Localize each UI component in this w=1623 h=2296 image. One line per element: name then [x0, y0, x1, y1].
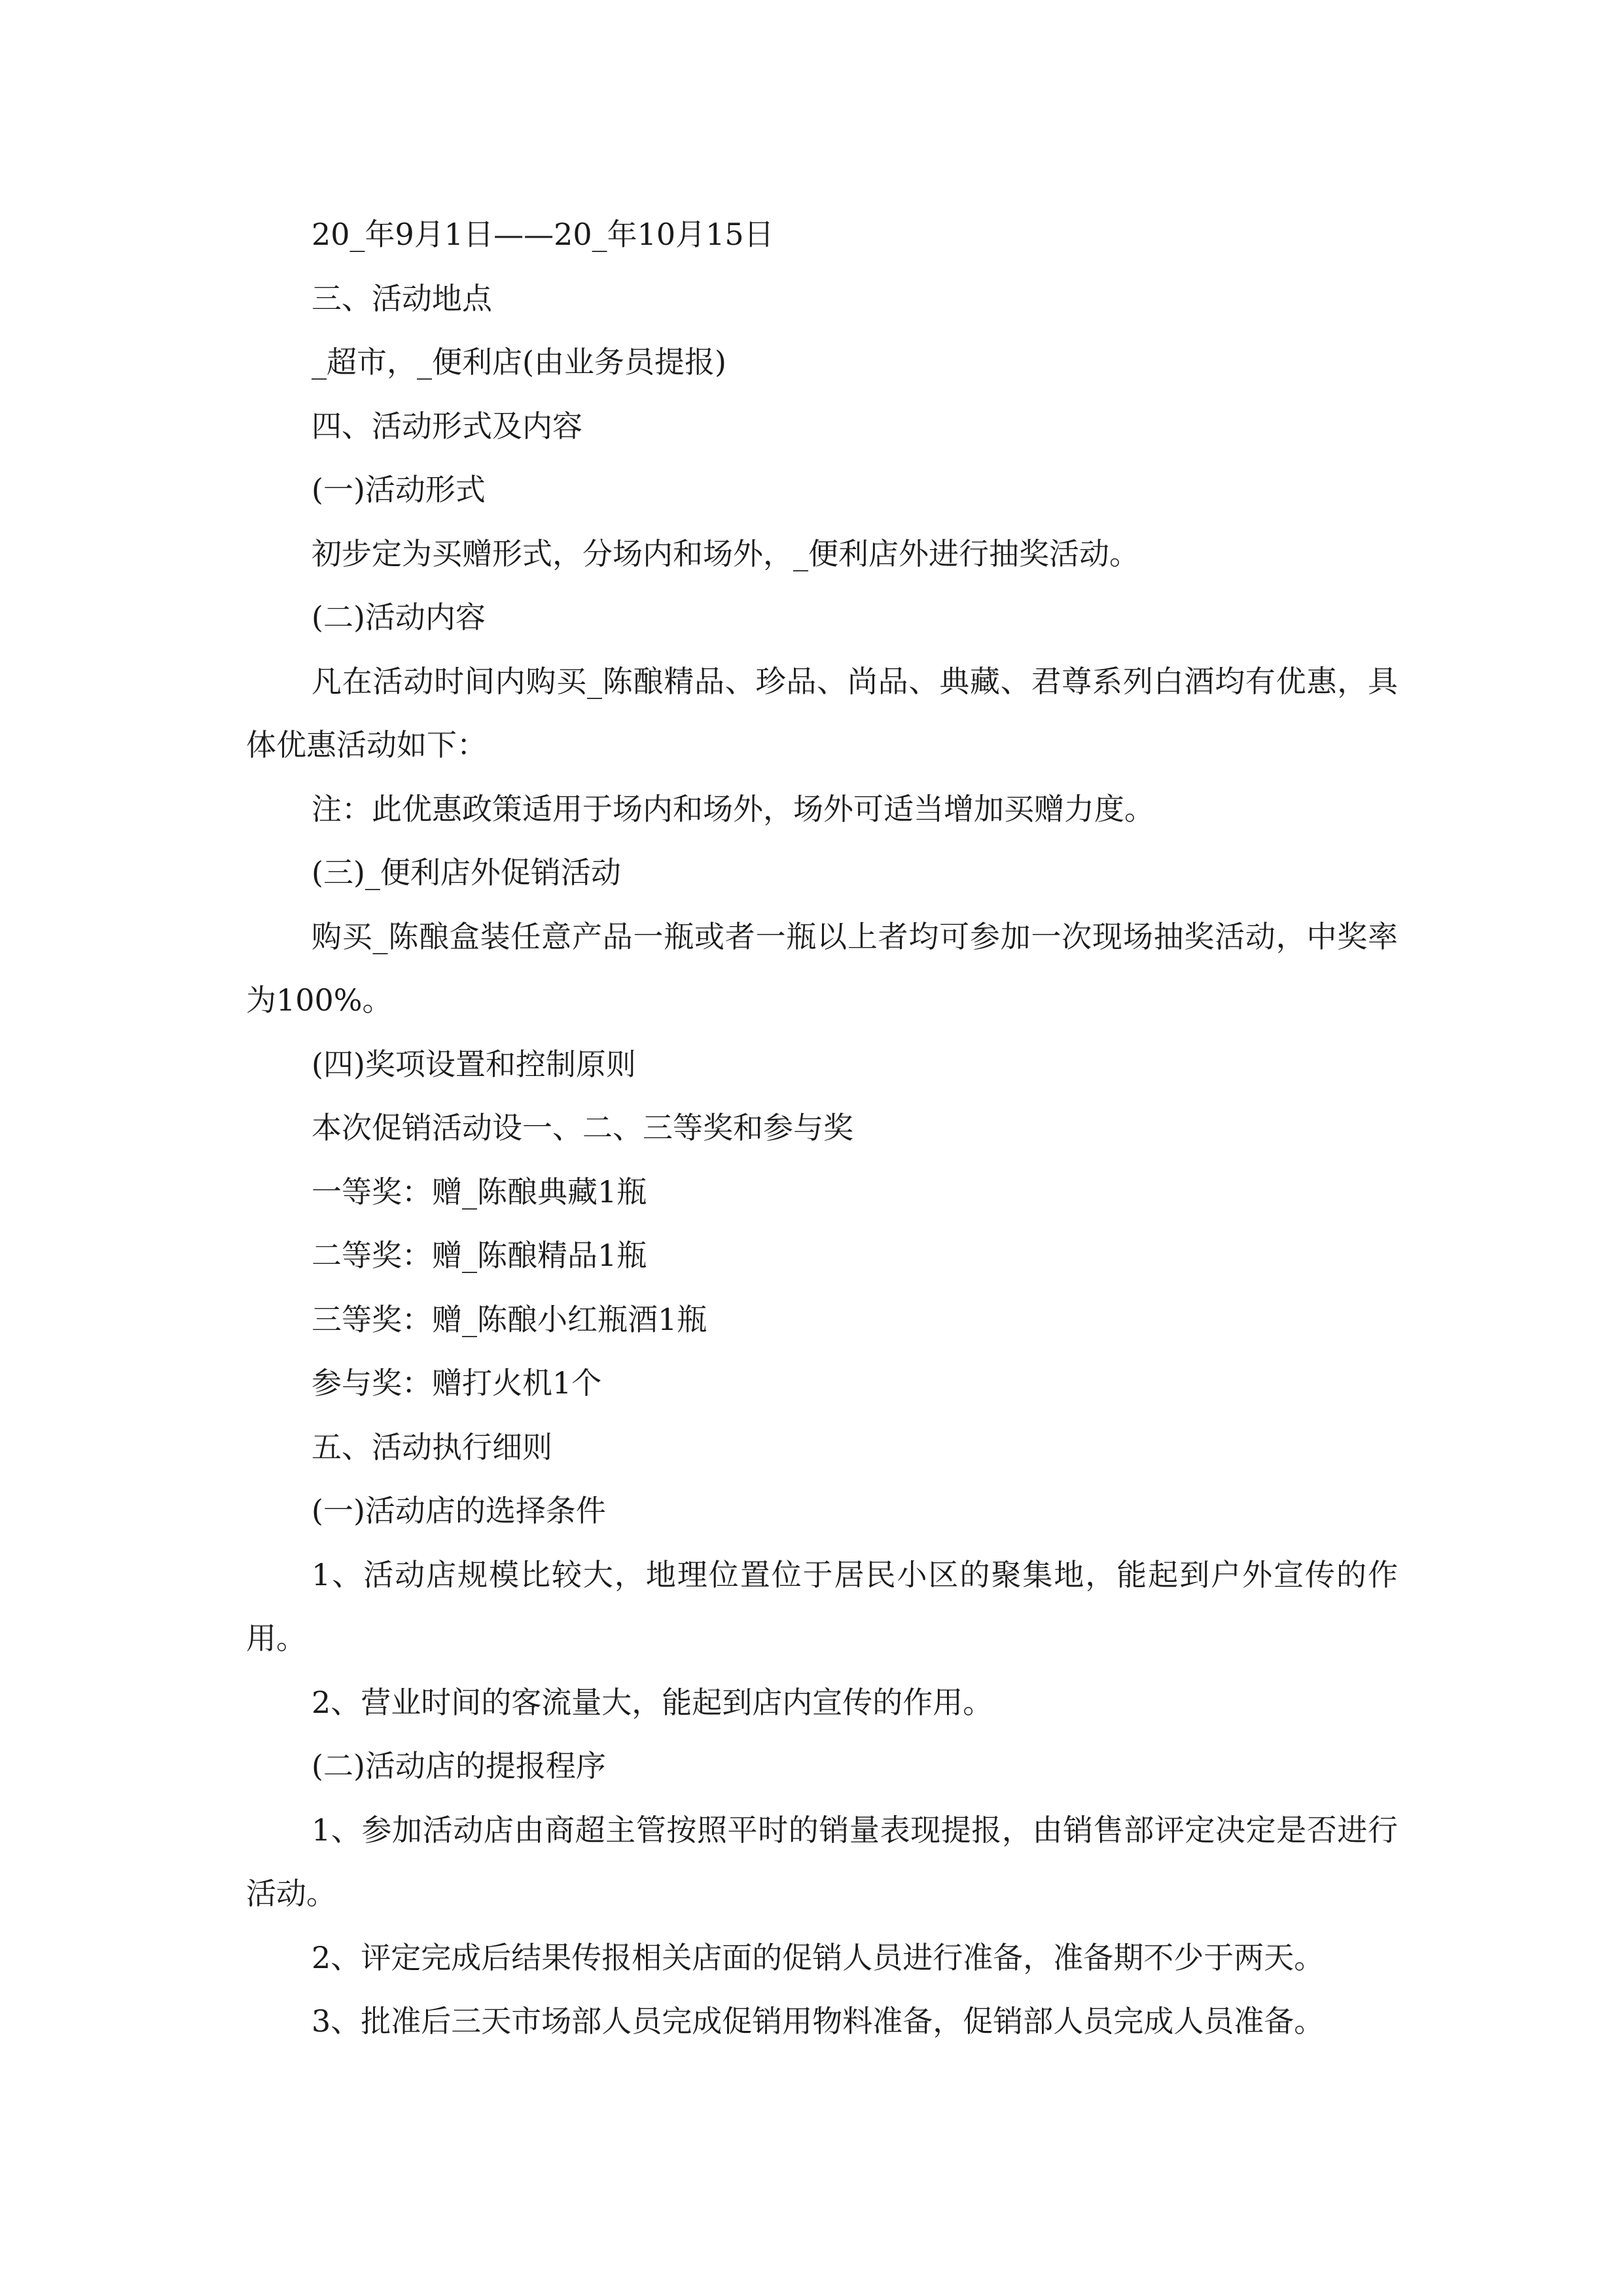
prize-third: 三等奖：赠_陈酿小红瓶酒1瓶 [312, 1301, 707, 1337]
subheading-store-submission: (二)活动店的提报程序 [312, 1748, 606, 1784]
prize-second: 二等奖：赠_陈酿精品1瓶 [312, 1238, 647, 1273]
heading-activity-form-content: 四、活动形式及内容 [312, 408, 582, 444]
paragraph-submission-1: 1、参加活动店由商超主管按照平时的销量表现提报，由销售部评定决定是否进行活动。 [246, 1812, 1398, 1911]
heading-activity-location: 三、活动地点 [312, 280, 492, 316]
subheading-activity-content: (二)活动内容 [312, 600, 486, 635]
paragraph-selection-2: 2、营业时间的客流量大，能起到店内宣传的作用。 [312, 1684, 993, 1720]
document-body [246, 203, 1398, 2054]
paragraph-selection-1: 1、活动店规模比较大，地理位置位于居民小区的聚集地，能起到户外宣传的作用。 [246, 1556, 1398, 1656]
paragraph-submission-3: 3、批准后三天市场部人员完成促销用物料准备，促销部人员完成人员准备。 [312, 2003, 1325, 2039]
subheading-store-selection: (一)活动店的选择条件 [312, 1493, 606, 1528]
paragraph-activity-content: 凡在活动时间内购买_陈酿精品、珍品、尚品、典藏、君尊系列白酒均有优惠，具体优惠活动如下： [246, 663, 1398, 762]
paragraph-prize-intro: 本次促销活动设一、二、三等奖和参与奖 [312, 1110, 853, 1145]
subheading-prize-settings: (四)奖项设置和控制原则 [312, 1046, 636, 1082]
subheading-activity-form: (一)活动形式 [312, 472, 486, 507]
paragraph-submission-2: 2、评定完成后结果传报相关店面的促销人员进行准备，准备期不少于两天。 [312, 1939, 1325, 1975]
paragraph-activity-form: 初步定为买赠形式，分场内和场外，_便利店外进行抽奖活动。 [312, 535, 1139, 571]
prize-first: 一等奖：赠_陈酿典藏1瓶 [312, 1174, 647, 1210]
heading-execution-rules: 五、活动执行细则 [312, 1429, 552, 1465]
paragraph-location: _超市，_便利店(由业务员提报) [312, 344, 726, 380]
paragraph-note: 注：此优惠政策适用于场内和场外，场外可适当增加买赠力度。 [312, 791, 1154, 827]
subheading-outdoor-promotion: (三)_便利店外促销活动 [312, 855, 621, 890]
paragraph-date-range: 20_年9月1日——20_年10月15日 [312, 217, 774, 252]
prize-participation: 参与奖：赠打火机1个 [312, 1365, 602, 1401]
paragraph-outdoor-promotion: 购买_陈酿盒装任意产品一瓶或者一瓶以上者均可参加一次现场抽奖活动，中奖率为100%。 [246, 918, 1398, 1018]
